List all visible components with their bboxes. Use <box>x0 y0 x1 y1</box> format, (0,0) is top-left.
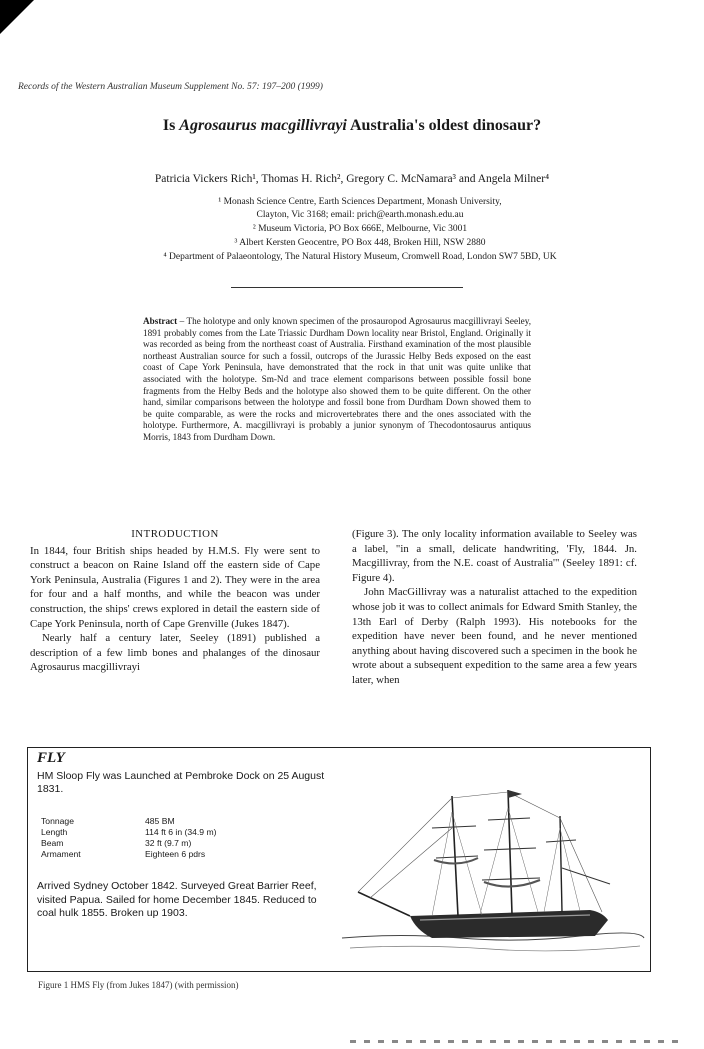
affiliation-3: ³ Albert Kersten Geocentre, PO Box 448, Broken Hill, NSW 2880 <box>234 238 486 248</box>
title-prefix: Is <box>162 117 180 134</box>
affiliation-1: ¹ Monash Science Centre, Earth Sciences Department, Monash University, <box>218 197 502 207</box>
spec-row <box>41 816 341 827</box>
spec-value: 485 BM <box>145 816 175 826</box>
intro-paragraph-4: John MacGillivray was a naturalist attached to the expedition whose job it was to collect animals for Edward Smith Stanley, the 13th Earl of Derby (Ralph 1993). His notebooks for the expedition have never been found, and he never mentioned anything about having discovered such a specimen in the book he wrote about a subsequent expedition to the same area a few years later, when <box>352 586 637 686</box>
spec-label: Armament <box>41 849 81 859</box>
abstract-label: Abstract <box>143 316 178 326</box>
left-column <box>30 527 320 675</box>
author-list: Patricia Vickers Rich¹, Thomas H. Rich², Gregory C. McNamara³ and Angela Milner⁴ <box>154 173 550 185</box>
spec-value: Eighteen 6 pdrs <box>145 849 206 859</box>
figure-ship-history: Arrived Sydney October 1842. Surveyed Great Barrier Reef, visited Papua. Sailed for home December 1845. Reduced to coal hulk 1855. Broken up 1903. <box>37 880 317 919</box>
spec-label: Beam <box>41 838 64 848</box>
spec-value: 32 ft (9.7 m) <box>145 838 192 848</box>
intro-paragraph-3: (Figure 3). The only locality information available to Seeley was a label, "in a small, delicate handwriting, 'Fly, 1844. Jn. Macgillivray, from the N.E. coast of Australia'" (Seeley 1891: cf. Figure 4). <box>352 528 637 584</box>
section-heading-introduction: INTRODUCTION <box>131 528 219 540</box>
intro-paragraph-1: In 1844, four British ships headed by H.M.S. Fly were sent to construct a beacon on Raine Island off the eastern side of Cape York Peninsula, Australia (Figures 1 and 2). They were in the area for four and a half months, and while the beacon was under construction, the ships' crews explored in detail the eastern side of Cape York Peninsula, north of Cape Grenville (Jukes 1847). <box>30 544 320 630</box>
figure-caption: Figure 1 HMS Fly (from Jukes 1847) (with permission) <box>38 980 239 990</box>
spec-row <box>41 849 341 860</box>
affiliation-2: ² Museum Victoria, PO Box 666E, Melbourne, Vic 3001 <box>252 224 468 234</box>
affiliation-1-cont: Clayton, Vic 3168; email: prich@earth.monash.edu.au <box>256 210 464 220</box>
scan-footer-artifact <box>350 1040 680 1043</box>
right-column <box>352 527 637 688</box>
spec-row <box>41 838 341 849</box>
figure-ship-description: HM Sloop Fly was Launched at Pembroke Dock on 25 August 1831. <box>37 770 325 795</box>
ship-spec-table <box>41 816 341 860</box>
spec-value: 114 ft 6 in (34.9 m) <box>145 827 217 837</box>
abstract <box>143 316 531 444</box>
figure-ship-name: FLY <box>37 750 65 766</box>
title-genus: Agrosaurus macgillivrayi <box>179 117 347 134</box>
affiliation-4: ⁴ Department of Palaeontology, The Natural History Museum, Cromwell Road, London SW7 5BD, UK <box>163 252 557 262</box>
spec-label: Tonnage <box>41 816 74 826</box>
spec-row <box>41 827 341 838</box>
ship-illustration <box>340 788 645 966</box>
title-divider <box>231 287 463 288</box>
spec-label: Length <box>41 827 68 837</box>
title-suffix: Australia's oldest dinosaur? <box>346 117 542 134</box>
figure-1-box <box>27 747 651 972</box>
abstract-text: – The holotype and only known specimen of the prosauropod Agrosaurus macgillivrayi Seeley, 1891 probably comes from the Late Triassic Durdham Down locality near Bristol, England. Originally it was recorded as being from the northeast coast of Australia. Firsthand examination of the most plausible northeast Australian source for such a fossil, outcrops of the Jurassic Helby Beds exposed on the east coast of Cape York Peninsula, have demonstrated that the rock in that unit was quite unlike that associated with the holotype. Sm-Nd and trace element comparisons between possible fossil bone fragments from the Helby Beds and the holotype also showed them to be quite different. On the other hand, similar comparisons between the holotype and fossil bone from Durdham Down showed them to be quite comparable, as were the rocks and microvertebrates there and the ones associated with the holotype. Furthermore, A. macgillivrayi is probably a junior synonym of Thecodontosaurus antiquus Morris, 1843 from Durdham Down. <box>143 316 531 442</box>
running-head: Records of the Western Australian Museum Supplement No. 57: 197–200 (1999) <box>18 82 323 92</box>
paper-title <box>0 117 704 135</box>
scan-corner-mark <box>0 0 34 34</box>
intro-paragraph-2: Nearly half a century later, Seeley (1891) published a description of a few limb bones and phalanges of the dinosaur Agrosaurus macgillivrayi <box>30 632 320 674</box>
